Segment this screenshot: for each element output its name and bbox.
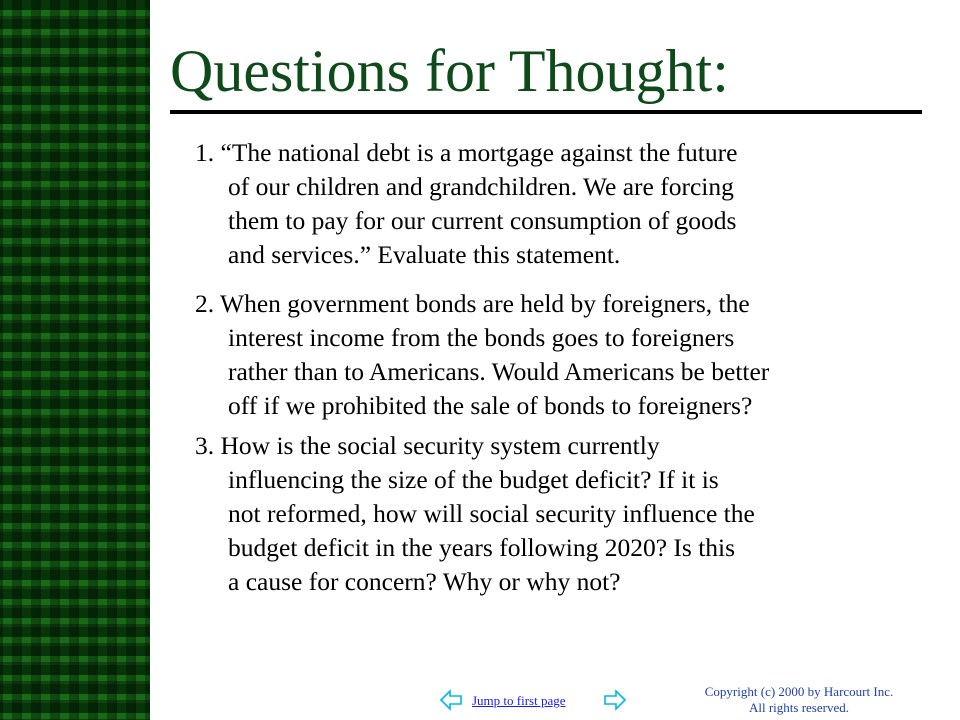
copyright-line: All rights reserved. xyxy=(748,700,849,715)
question-line: 2. When government bonds are held by foreigners, the xyxy=(195,289,750,318)
left-arrow-icon[interactable] xyxy=(440,689,462,711)
question-1 xyxy=(195,136,915,272)
question-line: interest income from the bonds goes to foreigners xyxy=(228,323,735,352)
page-title: Questions for Thought: xyxy=(170,38,729,104)
jump-to-first-page-link[interactable]: Jump to first page xyxy=(472,693,566,708)
question-line: influencing the size of the budget deficit? If it is xyxy=(228,465,719,494)
question-line: budget deficit in the years following 2020? Is this xyxy=(228,533,736,562)
question-line: of our children and grandchildren. We are forcing xyxy=(228,172,734,201)
title-underline xyxy=(170,110,922,114)
question-line: a cause for concern? Why or why not? xyxy=(228,567,621,596)
question-line: 1. “The national debt is a mortgage against the future xyxy=(195,138,738,167)
question-3 xyxy=(195,429,915,599)
question-line: 3. How is the social security system currently xyxy=(195,431,660,460)
question-line: not reformed, how will social security influence the xyxy=(228,499,755,528)
copyright-line: Copyright (c) 2000 by Harcourt Inc. xyxy=(704,684,894,699)
question-2 xyxy=(195,287,915,423)
question-line: off if we prohibited the sale of bonds to foreigners? xyxy=(228,391,753,420)
decorative-sidebar xyxy=(0,0,150,720)
copyright-notice xyxy=(690,684,908,716)
right-arrow-icon[interactable] xyxy=(604,689,626,711)
question-line: and services.” Evaluate this statement. xyxy=(228,240,621,269)
question-line: rather than to Americans. Would Americans be better xyxy=(228,357,770,386)
question-line: them to pay for our current consumption of goods xyxy=(228,206,737,235)
